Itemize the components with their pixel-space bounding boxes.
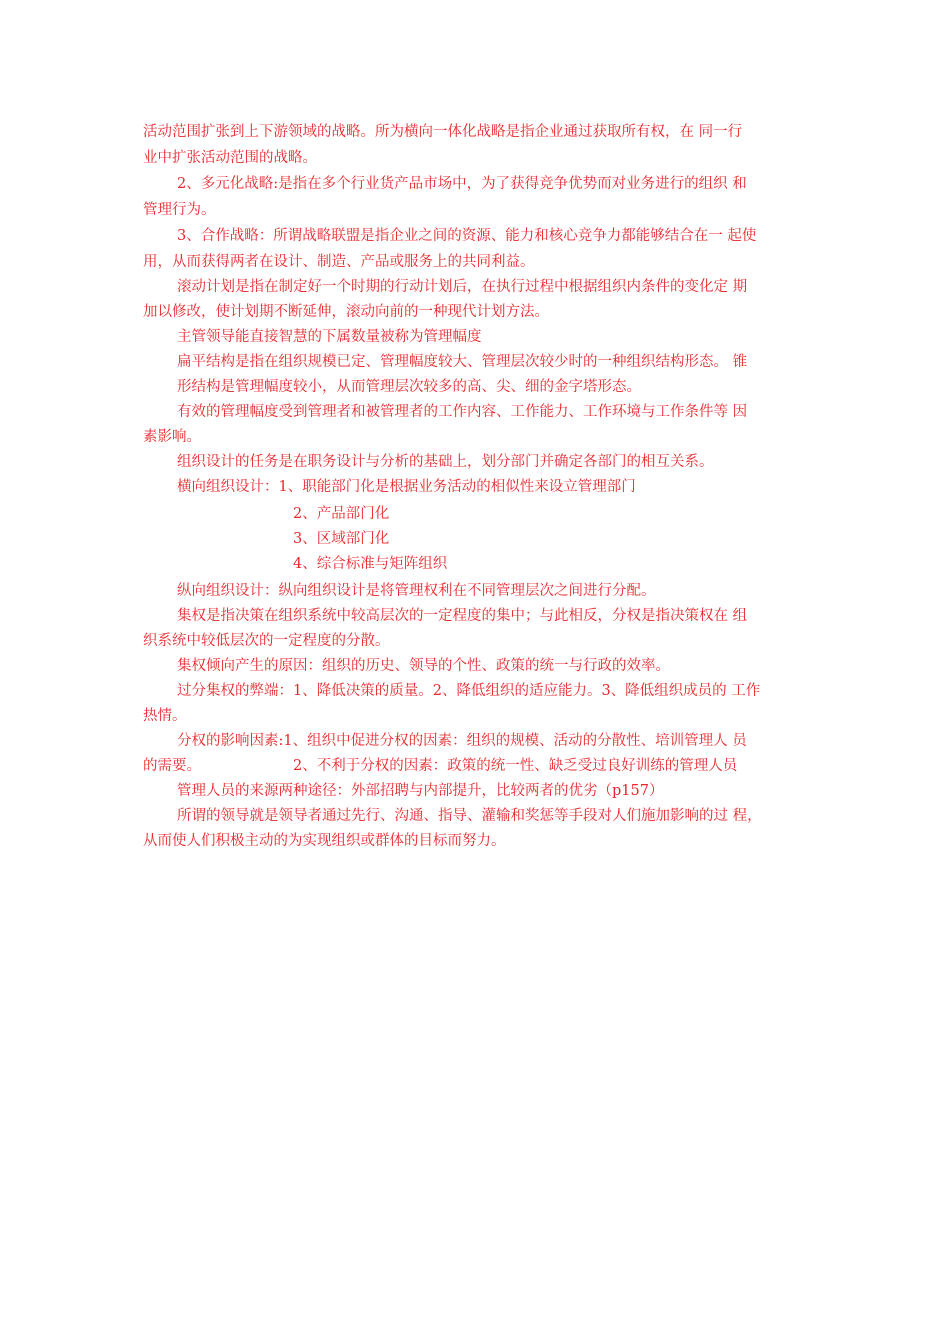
text-line: 过分集权的弊端：1、降低决策的质量。2、降低组织的适应能力。3、降低组织成员的 工作 [177,683,761,699]
text-line: 3、合作战略：所谓战略联盟是指企业之间的资源、能力和核心竞争力都能够结合在一 起使 [177,228,757,244]
text-line: 管理人员的来源两种途径：外部招聘与内部提升，比较两者的优劣（p157） [177,783,664,799]
text-line: 纵向组织设计：纵向组织设计是将管理权利在不同管理层次之间进行分配。 [177,583,656,599]
text-line: 滚动计划是指在制定好一个时期的行动计划后，在执行过程中根据组织内条件的变化定 期 [177,279,748,295]
text-line: 从而使人们积极主动的为实现组织或群体的目标而努力。 [143,833,506,849]
text-line: 有效的管理幅度受到管理者和被管理者的工作内容、工作能力、工作环境与工作条件等 因 [177,404,748,420]
text-line: 业中扩张活动范围的战略。 [143,150,317,166]
text-line: 织系统中较低层次的一定程度的分散。 [143,633,390,649]
text-line: 组织设计的任务是在职务设计与分析的基础上，划分部门并确定各部门的相互关系。 [177,454,714,470]
text-line: 分权的影响因素:1、组织中促进分权的因素：组织的规模、活动的分散性、培训管理人 员 [177,733,747,749]
text-line: 活动范围扩张到上下游领域的战略。所为横向一体化战略是指企业通过获取所有权，在 同一行 [143,124,743,140]
text-line: 扁平结构是指在组织规模已定、管理幅度较大、管理层次较少时的一种组织结构形态。 锥 [177,354,748,370]
text-line: 2、不利于分权的因素：政策的统一性、缺乏受过良好训练的管理人员 [293,758,738,774]
document-body: 活动范围扩张到上下游领域的战略。所为横向一体化战略是指企业通过获取所有权，在 同一行 业中扩张活动范围的战略。 2、多元化战略:是指在多个行业货产品市场中，为了获得竞争优势而对业务进行的组织 和 管理行为。 3、合作战略：所谓战略联盟是指企业之间的资源、能力和核心竞争力都能够结合在一 起使 用，从而获得两者在设计、制造、产品或服务上的共同利益。 滚动计划是指在制定好一个时期的行动计划后，在执行过程中根据组织内条件的变化定 期 加以修改，使计划期不断延伸，滚动向前的一种现代计划方法。 主管领导能直接智慧的下属数量被称为管理幅度 扁平结构是指在组织规模已定、管理幅度较大、管理层次较少时的一种组织结构形态。 锥 形结构是管理幅度较小，从而管理层次较多的高、尖、细的金字塔形态。 有效的管理幅度受到管理者和被管理者的工作内容、工作能力、工作环境与工作条件等 因 素影响。 组织设计的任务是在职务设计与分析的基础上，划分部门并确定各部门的相互关系。 横向组织设计：1、职能部门化是根据业务活动的相似性来设立管理部门 2、产品部门化 3、区域部门化 4、综合标准与矩阵组织 纵向组织设计：纵向组织设计是将管理权利在不同管理层次之间进行分配。 集权是指决策在组织系统中较高层次的一定程度的集中；与此相反，分权是指决策权在 组 织系统中较低层次的一定程度的分散。 集权倾向产生的原因：组织的历史、领导的个性、政策的统一与行政的效率。 过分集权的弊端：1、降低决策的质量。2、降低组织的适应能力。3、降低组织成员的 工作 热情。 分权的影响因素:1、组织中促进分权的因素：组织的规模、活动的分散性、培训管理人 员 的需要。 2、不利于分权的因素：政策的统一性、缺乏受过良好训练的管理人员 管理人员的来源两种途径：外部招聘与内部提升，比较两者的优劣（p157） 所谓的领导就是领导者通过先行、沟通、指导、灌输和奖惩等手段对人们施加影响的过 程， 从而使人们积极主动的为实现组织或群体的目标而努力。 [143,120,823,854]
text-line: 管理行为。 [143,202,216,218]
list-item: 3、区域部门化 [293,531,390,547]
text-line: 热情。 [143,708,187,724]
list-item: 4、综合标准与矩阵组织 [293,556,448,572]
text-line: 所谓的领导就是领导者通过先行、沟通、指导、灌输和奖惩等手段对人们施加影响的过 程， [177,808,762,824]
list-item: 2、产品部门化 [293,506,390,522]
text-line: 用，从而获得两者在设计、制造、产品或服务上的共同利益。 [143,254,535,270]
text-line: 加以修改，使计划期不断延伸，滚动向前的一种现代计划方法。 [143,304,549,320]
text-line: 素影响。 [143,429,201,445]
text-line: 横向组织设计：1、职能部门化是根据业务活动的相似性来设立管理部门 [177,479,636,495]
text-line: 主管领导能直接智慧的下属数量被称为管理幅度 [177,329,482,345]
text-line: 形结构是管理幅度较小，从而管理层次较多的高、尖、细的金字塔形态。 [177,379,641,395]
text-line: 集权是指决策在组织系统中较高层次的一定程度的集中；与此相反，分权是指决策权在 组 [177,608,748,624]
text-line: 集权倾向产生的原因：组织的历史、领导的个性、政策的统一与行政的效率。 [177,658,670,674]
text-line: 2、多元化战略:是指在多个行业货产品市场中，为了获得竞争优势而对业务进行的组织 和 [177,176,747,192]
